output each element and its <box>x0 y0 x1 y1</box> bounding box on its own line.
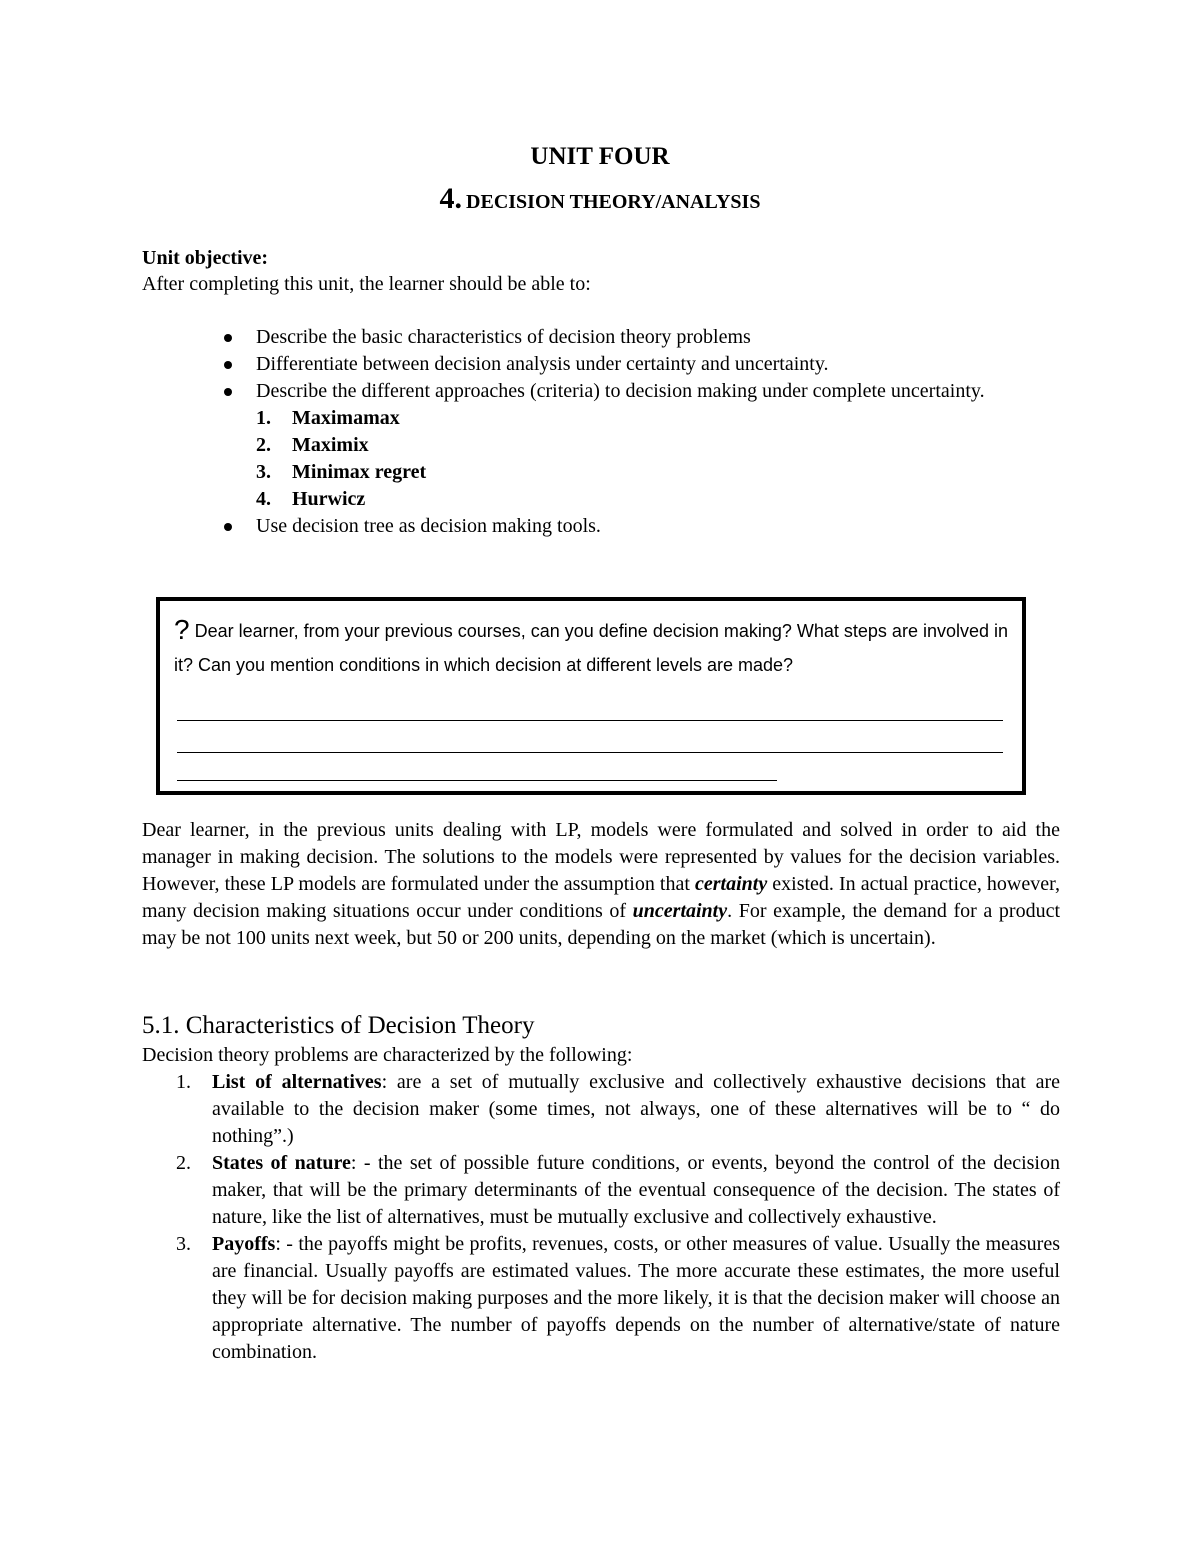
reflection-question-box <box>156 597 1026 795</box>
criteria-item: 4. Hurwicz <box>256 488 366 510</box>
criteria-item: 1. Maximamax <box>256 407 400 429</box>
answer-line[interactable] <box>177 752 1003 753</box>
characteristics-list <box>142 1069 1060 1366</box>
list-item: Describe the basic characteristics of decision theory problems <box>218 324 1060 351</box>
bullet-icon <box>224 361 232 369</box>
criteria-item: 2. Maximix <box>256 434 369 456</box>
unit-title: UNIT FOUR <box>530 143 670 170</box>
bullet-icon <box>224 388 232 396</box>
list-item: 1. List of alternatives: are a set of mutually exclusive and collectively exhaustive decisions that are available to the decision maker (some times, not always, one of these alternatives will be to “ do nothing”.) <box>176 1071 1060 1147</box>
list-item: Describe the different approaches (criteria) to decision making under complete uncertainty. 1. Maximamax 2. Maximix 3. Minimax regret 4. Hurwicz <box>218 378 1060 513</box>
reflection-question <box>174 613 1014 682</box>
answer-line[interactable] <box>177 780 777 781</box>
unit-topic: DECISION THEORY/ANALYSIS <box>466 191 761 213</box>
criteria-item: 3. Minimax regret <box>256 461 427 483</box>
objective-list <box>218 324 1060 540</box>
unit-subtitle <box>0 182 1200 221</box>
bullet-icon <box>224 334 232 342</box>
objective-heading: Unit objective: <box>142 247 269 269</box>
question-mark-icon: ? <box>174 614 190 645</box>
objective-intro: After completing this unit, the learner should be able to: <box>142 273 591 295</box>
term-list-of-alternatives: List of alternatives <box>212 1071 382 1093</box>
list-item: 2. States of nature: - the set of possible future conditions, or events, beyond the control of the decision maker, that will be the primary determinants of the eventual consequence of the decision. The states of nature, like the list of alternatives, must be mutually exclusive and collectively exhaustive. <box>176 1152 1060 1228</box>
list-item: Use decision tree as decision making tools. <box>218 513 1060 540</box>
question-text: Dear learner, from your previous courses, can you define decision making? What steps are involved in it? Can you mention conditions in which decision at different levels are made? <box>174 621 1009 675</box>
list-item: 3. Payoffs: - the payoffs might be profits, revenues, costs, or other measures of value. Usually the measures are financial. Usually payoffs are estimated values. The more accurate these estimates, the more useful they will be for decision making purposes and the more likely, it is that the decision maker will choose an appropriate alternative. The number of payoffs depends on the number of alternative/state of nature combination. <box>176 1233 1060 1363</box>
term-states-of-nature: States of nature <box>212 1152 351 1174</box>
intro-paragraph: Dear learner, in the previous units dealing with LP, models were formulated and solved in order to aid the manager in making decision. The solutions to the models were represented by values for the decision variables. However, these LP models are formulated under the assumption that certainty existed. In actual practice, however, many decision making situations occur under conditions of uncertainty. For example, the demand for a product may be not 100 units next week, but 50 or 200 units, depending on the market (which is uncertain). <box>142 819 1061 949</box>
bullet-icon <box>224 523 232 531</box>
section-heading: 5.1. Characteristics of Decision Theory <box>142 1012 535 1039</box>
unit-number: 4. <box>439 182 463 215</box>
list-item: Differentiate between decision analysis under certainty and uncertainty. <box>218 351 1060 378</box>
emphasis-certainty: certainty <box>694 873 768 895</box>
criteria-list <box>256 405 1060 513</box>
term-payoffs: Payoffs <box>212 1233 276 1255</box>
section-intro: Decision theory problems are characterized by the following: <box>142 1044 633 1066</box>
emphasis-uncertainty: uncertainty <box>632 900 728 922</box>
answer-line[interactable] <box>177 720 1003 721</box>
